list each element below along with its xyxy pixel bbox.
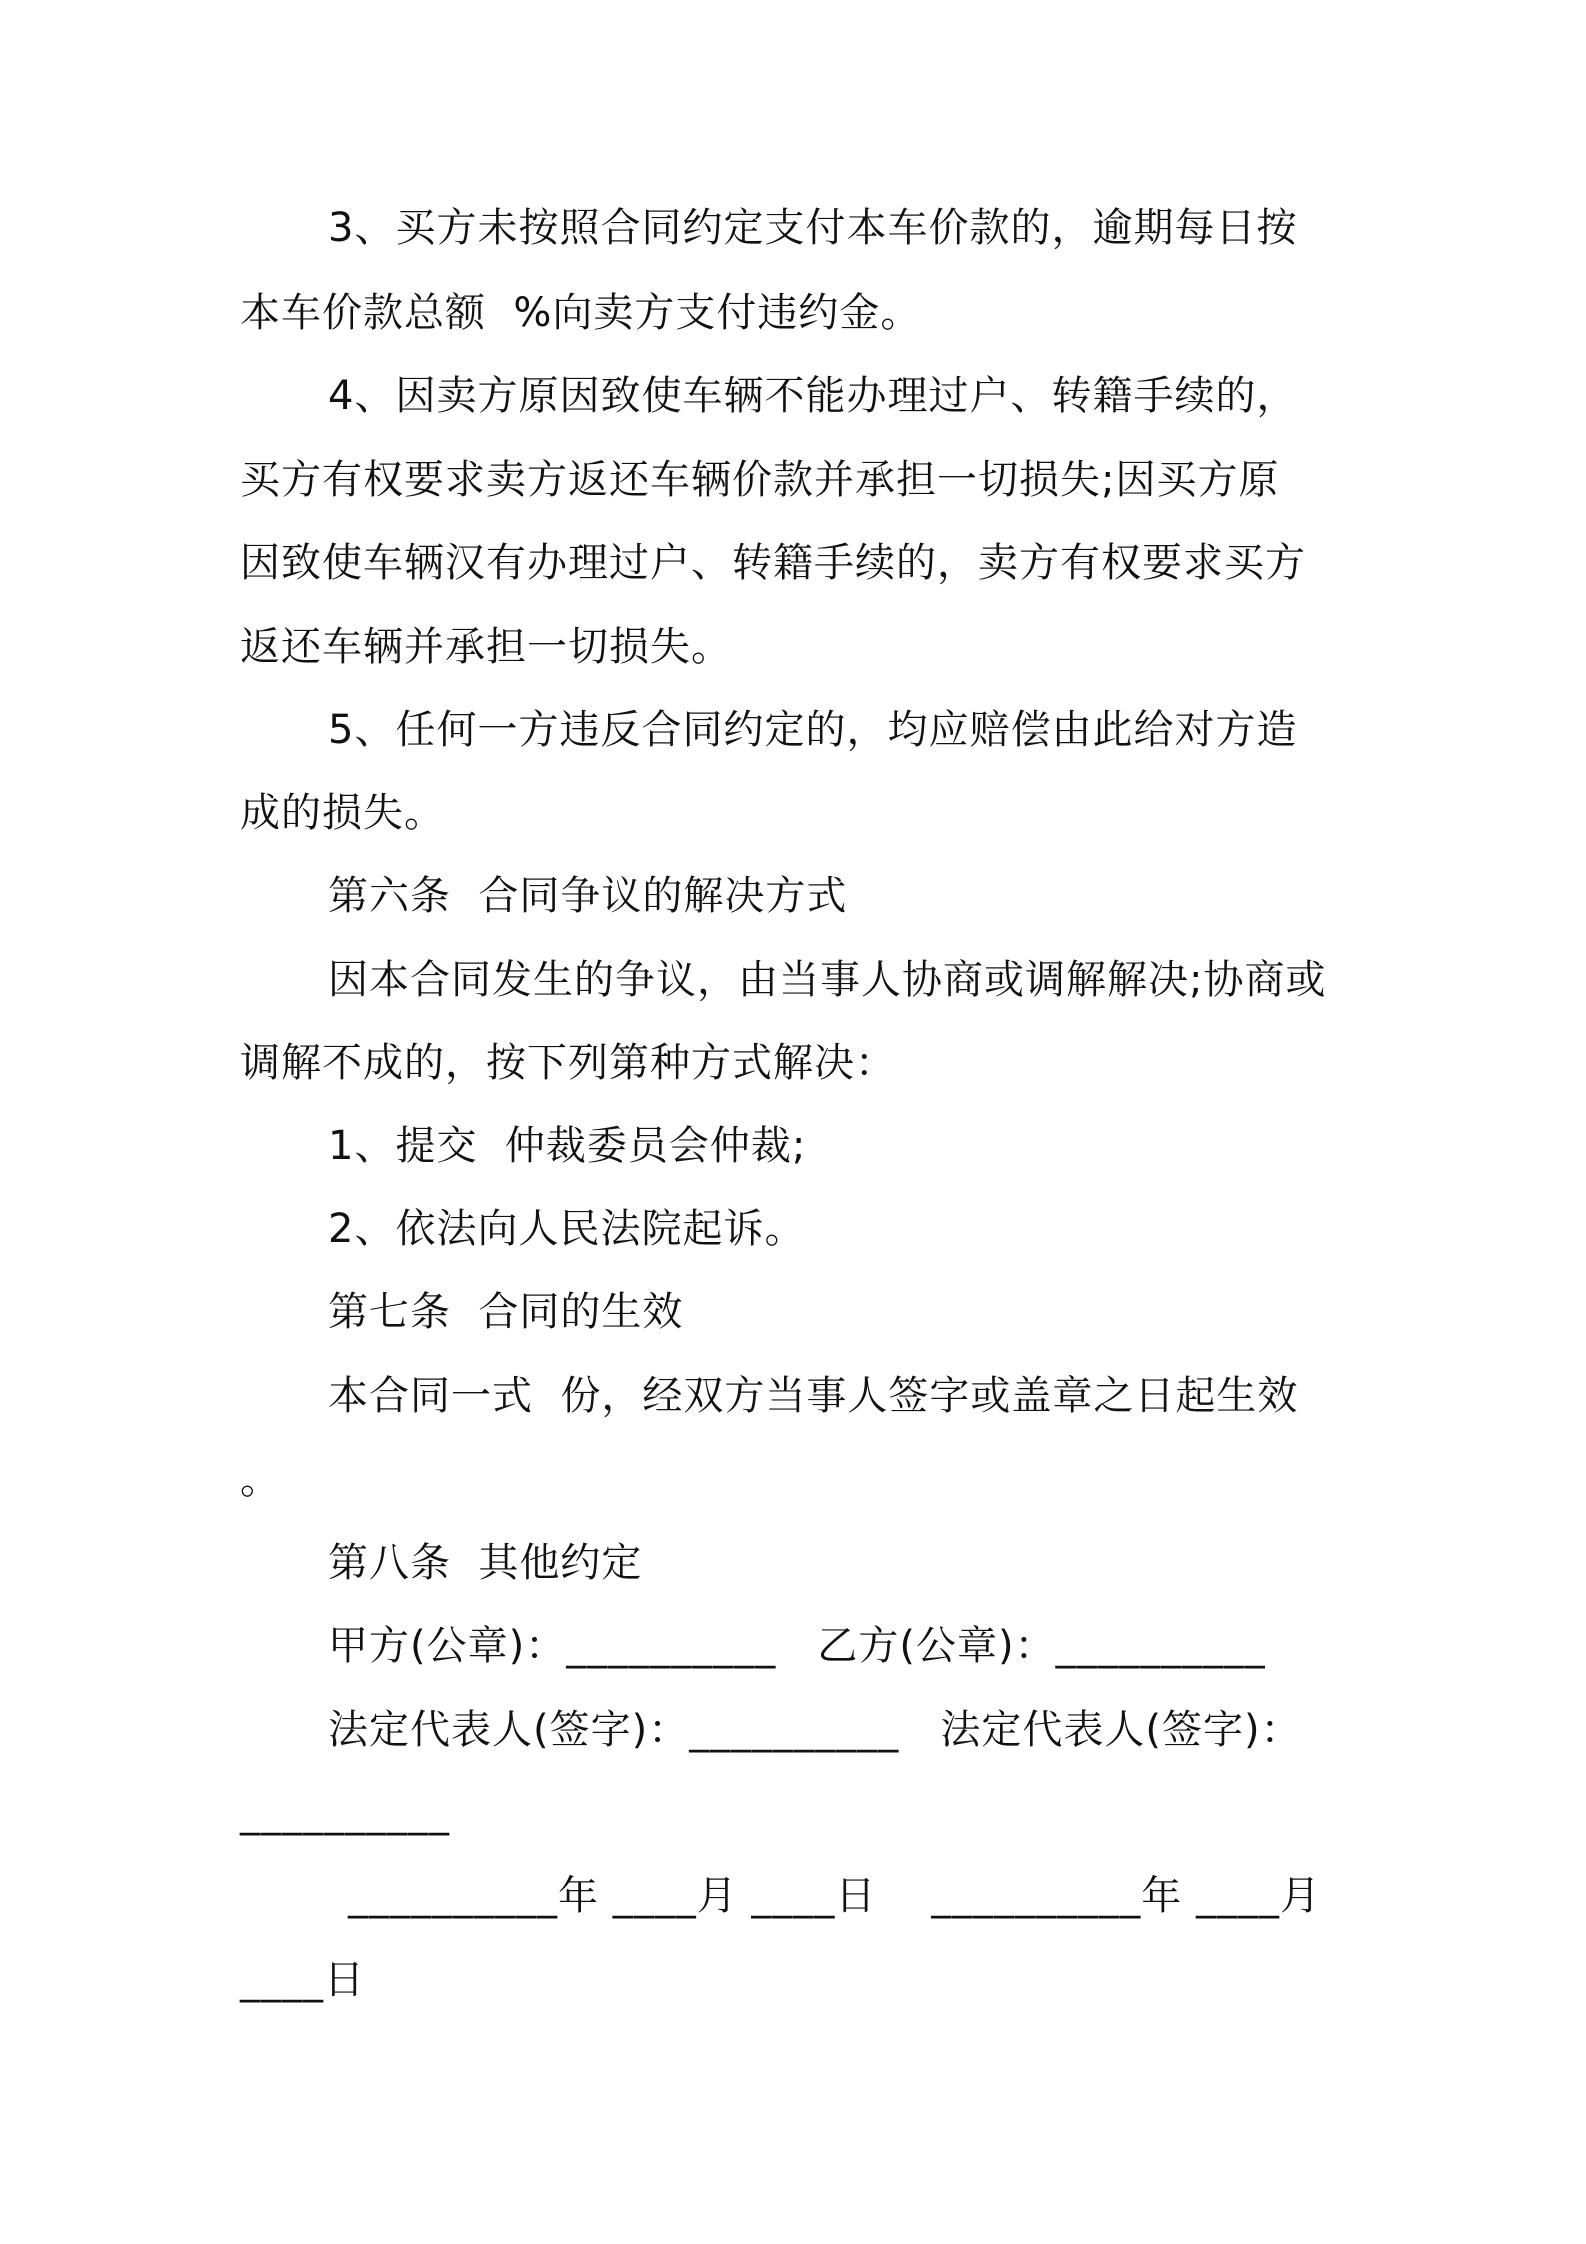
seal-signature-line: 甲方(公章)：__________ 乙方(公章)：__________ (328, 1623, 1266, 1669)
representative-signature-continuation: __________ (240, 1790, 450, 1836)
date-line: __________年 ____月 ____日 __________年 ____月 (348, 1873, 1322, 1919)
article-8-title: 第八条 其他约定 (328, 1540, 643, 1586)
clause-4-line-3: 因致使车辆汉有办理过户、转籍手续的，卖方有权要求买方 (240, 540, 1306, 586)
clause-4-line-1: 4、因卖方原因致使车辆不能办理过户、转籍手续的， (328, 373, 1298, 419)
article-6-item-1: 1、提交 仲裁委员会仲裁; (328, 1123, 807, 1169)
article-6-paragraph-line-2: 调解不成的，按下列第种方式解决： (240, 1040, 896, 1086)
article-7-title: 第七条 合同的生效 (328, 1289, 684, 1335)
representative-signature-line: 法定代表人(签字)：__________ 法定代表人(签字)： (328, 1707, 1302, 1753)
clause-5-line-1: 5、任何一方违反合同约定的，均应赔偿由此给对方造 (328, 707, 1298, 753)
article-6-item-2: 2、依法向人民法院起诉。 (328, 1206, 806, 1252)
article-7-paragraph-line-2: 。 (240, 1457, 281, 1503)
clause-3-line-2: 本车价款总额 %向卖方支付违约金。 (240, 290, 922, 336)
clause-3-line-1: 3、买方未按照合同约定支付本车价款的，逾期每日按 (328, 205, 1298, 251)
article-7-paragraph-line-1: 本合同一式 份，经双方当事人签字或盖章之日起生效 (328, 1373, 1299, 1419)
article-6-title: 第六条 合同争议的解决方式 (328, 873, 848, 919)
clause-4-line-2: 买方有权要求卖方返还车辆价款并承担一切损失;因买方原 (240, 457, 1280, 503)
clause-4-line-4: 返还车辆并承担一切损失。 (240, 624, 732, 670)
article-6-paragraph-line-1: 因本合同发生的争议，由当事人协商或调解解决;协商或 (328, 957, 1327, 1003)
clause-5-line-2: 成的损失。 (240, 790, 445, 836)
date-line-continuation: ____日 (240, 1957, 365, 2003)
